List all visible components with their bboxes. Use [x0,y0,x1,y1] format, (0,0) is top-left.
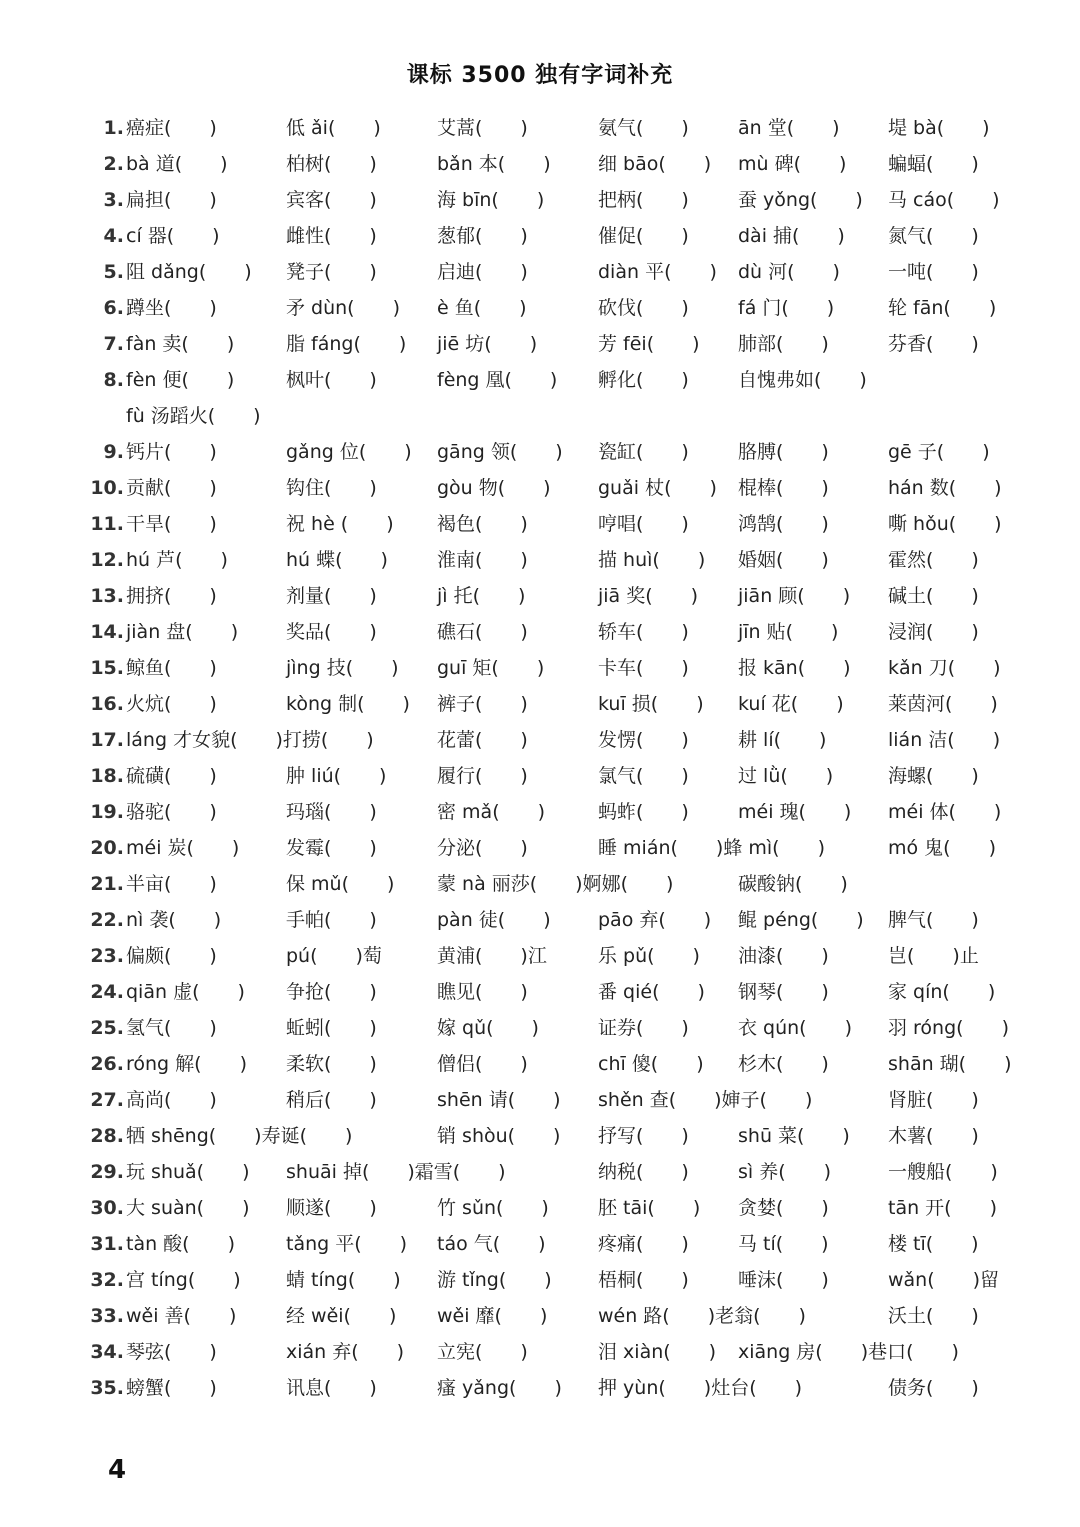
exercise-item: xián 弃( ) [286,1341,405,1363]
exercise-item: 手帕( ) [286,909,377,931]
exercise-item: 宫 tíng( ) [126,1269,241,1291]
row-number: 30. [90,1197,124,1219]
exercise-item: kòng 制( ) [286,693,410,715]
exercise-item: 过 lǜ( ) [738,765,834,787]
row-number: 3. [103,189,124,211]
exercise-item: 贪婪( ) [738,1197,829,1219]
exercise-item: 凳子( ) [286,261,377,283]
exercise-item: gǎng 位( ) [286,441,412,463]
exercise-item: 海螺( ) [888,765,979,787]
exercise-item: 骆驼( ) [126,801,217,823]
exercise-item: 瓷缸( ) [598,441,689,463]
exercise-item: 押 yùn( )灶台( ) [598,1377,803,1399]
exercise-item: kuī 损( ) [598,693,704,715]
exercise-row [0,1262,1080,1298]
exercise-item: méi 瑰( ) [738,801,852,823]
exercise-item: kuí 花( ) [738,693,844,715]
row-number: 34. [90,1341,124,1363]
exercise-item: 疼痛( ) [598,1233,689,1255]
exercise-item: jiān 顾( ) [738,585,851,607]
exercise-item: 黄浦( )江 [437,945,547,967]
exercise-item: 蜻 tíng( ) [286,1269,401,1291]
exercise-item: 经 wěi( ) [286,1305,397,1327]
row-number: 9. [103,441,124,463]
exercise-item: 浸润( ) [888,621,979,643]
exercise-item: è 鱼( ) [437,297,527,319]
exercise-item: 脂 fáng( ) [286,333,407,355]
exercise-item: guǎi 杖( ) [598,477,717,499]
exercise-item: diàn 平( ) [598,261,717,283]
exercise-row [0,110,1080,146]
exercise-item: 奖品( ) [286,621,377,643]
exercise-item: chī 傻( ) [598,1053,704,1075]
exercise-item: 鲸鱼( ) [126,657,217,679]
exercise-item: méi 炭( ) [126,837,240,859]
exercise-item: gāng 领( ) [437,441,563,463]
exercise-row [0,794,1080,830]
exercise-item: 柏树( ) [286,153,377,175]
exercise-item: 氢气( ) [126,1017,217,1039]
exercise-item: 僧侣( ) [437,1053,528,1075]
exercise-item: 火炕( ) [126,693,217,715]
row-number: 23. [90,945,124,967]
exercise-row [0,182,1080,218]
exercise-item: 马 tí( ) [738,1233,829,1255]
exercise-item: 销 shòu( ) [437,1125,561,1147]
row-number: 33. [90,1305,124,1327]
exercise-item: 楼 tī( ) [888,1233,979,1255]
exercise-row [0,1370,1080,1406]
exercise-item: fàn 卖( ) [126,333,235,355]
exercise-item: 偏颇( ) [126,945,217,967]
exercise-row [0,470,1080,506]
exercise-item: fù 汤蹈火( ) [126,405,261,427]
row-number: 19. [90,801,124,823]
exercise-item: mó 鬼( ) [888,837,996,859]
exercise-item: 证券( ) [598,1017,689,1039]
exercise-item: guī 矩( ) [437,657,545,679]
exercise-item: 稍后( ) [286,1089,377,1111]
exercise-item: 婚姻( ) [738,549,829,571]
exercise-item: tān 开( ) [888,1197,997,1219]
exercise-item: 氯气( ) [598,765,689,787]
row-number: 2. [103,153,124,175]
exercise-item: 柔软( ) [286,1053,377,1075]
exercise-item: 葱郁( ) [437,225,528,247]
exercise-row [0,1298,1080,1334]
exercise-row [0,1046,1080,1082]
exercise-item: 礁石( ) [437,621,528,643]
exercise-row [0,1154,1080,1190]
exercise-item: 睡 mián( )蜂 mì( ) [598,837,825,859]
exercise-item: 游 tǐng( ) [437,1269,552,1291]
exercise-row [0,938,1080,974]
exercise-item: 砍伐( ) [598,297,689,319]
exercise-item: 杉木( ) [738,1053,829,1075]
exercise-row [0,398,1080,434]
exercise-row [0,758,1080,794]
exercise-item: 琴弦( ) [126,1341,217,1363]
row-number: 18. [90,765,124,787]
exercise-row [0,542,1080,578]
exercise-item: lián 洁( ) [888,729,1001,751]
exercise-item: 牺 shēng( )寿诞( ) [126,1125,353,1147]
exercise-item: wěi 善( ) [126,1305,237,1327]
exercise-item: 瞧见( ) [437,981,528,1003]
row-number: 32. [90,1269,124,1291]
exercise-item: hú 芦( ) [126,549,228,571]
exercise-item: 氮气( ) [888,225,979,247]
exercise-item: 梧桐( ) [598,1269,689,1291]
row-number: 7. [103,333,124,355]
exercise-item: 干旱( ) [126,513,217,535]
exercise-item: 分泌( ) [437,837,528,859]
exercise-item: 枫叶( ) [286,369,377,391]
exercise-item: 蚂蚱( ) [598,801,689,823]
exercise-row [0,290,1080,326]
exercise-row [0,434,1080,470]
exercise-item: 鲲 péng( ) [738,909,864,931]
exercise-item: pú( )萄 [286,945,382,967]
exercise-item: qiān 虚( ) [126,981,245,1003]
exercise-item: 乐 pǔ( ) [598,945,700,967]
exercise-row [0,254,1080,290]
page-title: 课标 3500 独有字词补充 [406,63,674,88]
exercise-item: 宾客( ) [286,189,377,211]
exercise-item: tǎng 平( ) [286,1233,408,1255]
row-number: 25. [90,1017,124,1039]
row-number: 14. [90,621,124,643]
exercise-item: 脾气( ) [888,909,979,931]
row-number: 28. [90,1125,124,1147]
row-number: 16. [90,693,124,715]
exercise-item: 氨气( ) [598,117,689,139]
exercise-row [0,866,1080,902]
exercise-item: 贡献( ) [126,477,217,499]
exercise-item: 蹲坐( ) [126,297,217,319]
exercise-item: 芬香( ) [888,333,979,355]
row-number: 10. [90,477,124,499]
exercise-item: 碳酸钠( ) [738,873,848,895]
exercise-item: 羽 róng( ) [888,1017,1009,1039]
exercise-item: 淮南( ) [437,549,528,571]
exercise-row [0,506,1080,542]
row-number: 24. [90,981,124,1003]
exercise-row [0,1334,1080,1370]
exercise-item: 高尚( ) [126,1089,217,1111]
exercise-item: 嫁 qǔ( ) [437,1017,539,1039]
exercise-item: fá 门( ) [738,297,835,319]
exercise-item: wén 路( )老翁( ) [598,1305,806,1327]
exercise-item: hán 数( ) [888,477,1002,499]
exercise-item: táo 气( ) [437,1233,546,1255]
exercise-item: 拥挤( ) [126,585,217,607]
exercise-item: jiā 奖( ) [598,585,699,607]
exercise-item: 履行( ) [437,765,528,787]
exercise-item: 祝 hè ( ) [286,513,394,535]
exercise-item: 堤 bà( ) [888,117,990,139]
exercise-item: gòu 物( ) [437,477,551,499]
exercise-item: 扁担( ) [126,189,217,211]
exercise-item: jì 托( ) [437,585,526,607]
exercise-item: sì 养( ) [738,1161,832,1183]
exercise-item: 竹 sǔn( ) [437,1197,549,1219]
exercise-item: 花蕾( ) [437,729,528,751]
exercise-item: 钙片( ) [126,441,217,463]
exercise-item: shēn 请( ) [437,1089,561,1111]
exercise-item: 半亩( ) [126,873,217,895]
exercise-item: 胚 tāi( ) [598,1197,701,1219]
exercise-item: 海 bīn( ) [437,189,545,211]
exercise-item: shěn 查( )婶子( ) [598,1089,813,1111]
exercise-item: 债务( ) [888,1377,979,1399]
exercise-item: 岂( )止 [888,945,979,967]
exercise-item: kǎn 刀( ) [888,657,1001,679]
exercise-item: jiàn 盘( ) [126,621,239,643]
row-number: 13. [90,585,124,607]
exercise-item: 艾蒿( ) [437,117,528,139]
exercise-item: 争抢( ) [286,981,377,1003]
exercise-item: jìng 技( ) [286,657,399,679]
row-number: 20. [90,837,124,859]
exercise-row [0,362,1080,398]
exercise-item: 螃蟹( ) [126,1377,217,1399]
exercise-item: 启迪( ) [437,261,528,283]
exercise-item: 阻 dǎng( ) [126,261,252,283]
exercise-item: ān 堂( ) [738,117,840,139]
exercise-row [0,830,1080,866]
exercise-item: 玩 shuǎ( ) [126,1161,250,1183]
exercise-row [0,686,1080,722]
exercise-item: bà 道( ) [126,153,228,175]
exercise-item: 裤子( ) [437,693,528,715]
exercise-item: pāo 弃( ) [598,909,712,931]
row-number: 27. [90,1089,124,1111]
exercise-item: pàn 徒( ) [437,909,551,931]
exercise-row [0,614,1080,650]
exercise-row [0,722,1080,758]
exercise-row [0,578,1080,614]
row-number: 22. [90,909,124,931]
exercise-item: 大 suàn( ) [126,1197,250,1219]
exercise-item: 轮 fān( ) [888,297,997,319]
exercise-item: 耕 lí( ) [738,729,827,751]
exercise-item: 衣 qún( ) [738,1017,853,1039]
row-number: 1. [103,117,124,139]
exercise-item: 番 qié( ) [598,981,705,1003]
exercise-item: dài 捕( ) [738,225,845,247]
exercise-item: 抒写( ) [598,1125,689,1147]
exercise-item: 蚕 yǒng( ) [738,189,863,211]
exercise-row [0,146,1080,182]
exercise-item: 描 huì( ) [598,549,706,571]
exercise-row [0,1082,1080,1118]
exercise-item: 莱茵河( ) [888,693,998,715]
exercise-item: 报 kān( ) [738,657,851,679]
exercise-item: shū 菜( ) [738,1125,850,1147]
exercise-item: 孵化( ) [598,369,689,391]
exercise-item: shān 瑚( ) [888,1053,1012,1075]
row-number: 15. [90,657,124,679]
exercise-item: 蚯蚓( ) [286,1017,377,1039]
exercise-item: fèn 便( ) [126,369,235,391]
exercise-item: 哼唱( ) [598,513,689,535]
exercise-item: 褐色( ) [437,513,528,535]
exercise-item: láng 才女貌( )打捞( ) [126,729,374,751]
row-number: 31. [90,1233,124,1255]
row-number: 17. [90,729,124,751]
exercise-item: 马 cáo( ) [888,189,1000,211]
row-number: 5. [103,261,124,283]
exercise-item: méi 体( ) [888,801,1002,823]
exercise-item: 催促( ) [598,225,689,247]
row-number: 35. [90,1377,124,1399]
exercise-row [0,1118,1080,1154]
exercise-item: 密 mǎ( ) [437,801,546,823]
row-number: 6. [103,297,124,319]
exercise-item: 钢琴( ) [738,981,829,1003]
exercise-item: wǎn( )留 [888,1269,1000,1291]
exercise-item: 沃土( ) [888,1305,979,1327]
page-number: 4 [108,1455,127,1485]
row-number: 11. [90,513,124,535]
exercise-item: 立宪( ) [437,1341,528,1363]
exercise-item: wěi 靡( ) [437,1305,548,1327]
exercise-item: 剂量( ) [286,585,377,607]
row-number: 4. [103,225,124,247]
row-number: 21. [90,873,124,895]
exercise-item: 瘙 yǎng( ) [437,1377,562,1399]
exercise-item: 雌性( ) [286,225,377,247]
exercise-row [0,218,1080,254]
exercise-item: 癌症( ) [126,117,217,139]
exercise-item: 肺部( ) [738,333,829,355]
exercise-item: 蒙 nà 丽莎( )婀娜( ) [437,873,674,895]
exercise-item: 碱土( ) [888,585,979,607]
exercise-item: 一艘船( ) [888,1161,998,1183]
exercise-item: 发愣( ) [598,729,689,751]
exercise-row [0,1226,1080,1262]
exercise-item: bǎn 本( ) [437,153,551,175]
exercise-item: 肾脏( ) [888,1089,979,1111]
exercise-item: jīn 贴( ) [738,621,839,643]
exercise-item: gē 子( ) [888,441,990,463]
exercise-item: 泪 xiàn( ) [598,1341,717,1363]
exercise-item: 卡车( ) [598,657,689,679]
exercise-item: 轿车( ) [598,621,689,643]
exercise-item: 把柄( ) [598,189,689,211]
exercise-item: tàn 酸( ) [126,1233,235,1255]
exercise-item: 一吨( ) [888,261,979,283]
exercise-item: 唾沫( ) [738,1269,829,1291]
exercise-item: 肿 liú( ) [286,765,387,787]
exercise-item: 芳 fēi( ) [598,333,700,355]
exercise-item: 嘶 hǒu( ) [888,513,1002,535]
exercise-item: 矛 dùn( ) [286,297,401,319]
exercise-item: cí 器( ) [126,225,220,247]
exercise-item: 自愧弗如( ) [738,369,867,391]
exercise-item: 胳膊( ) [738,441,829,463]
exercise-item: dù 河( ) [738,261,840,283]
exercise-item: 钩住( ) [286,477,377,499]
exercise-item: 油漆( ) [738,945,829,967]
exercise-item: xiāng 房( )巷口( ) [738,1341,959,1363]
exercise-item: shuāi 掉( )霜雪( ) [286,1161,506,1183]
exercise-row [0,1190,1080,1226]
exercise-item: 木薯( ) [888,1125,979,1147]
exercise-row [0,902,1080,938]
exercise-item: nì 袭( ) [126,909,222,931]
exercise-row [0,1010,1080,1046]
exercise-item: 发霉( ) [286,837,377,859]
exercise-item: 讯息( ) [286,1377,377,1399]
exercise-item: 纳税( ) [598,1161,689,1183]
row-number: 12. [90,549,124,571]
exercise-item: 霍然( ) [888,549,979,571]
exercise-item: 蝙蝠( ) [888,153,979,175]
exercise-item: 鸿鹄( ) [738,513,829,535]
exercise-item: fèng 凰( ) [437,369,558,391]
exercise-item: róng 解( ) [126,1053,247,1075]
exercise-item: 顺遂( ) [286,1197,377,1219]
exercise-item: 玛瑙( ) [286,801,377,823]
exercise-item: 细 bāo( ) [598,153,712,175]
exercise-item: 低 ǎi( ) [286,117,381,139]
exercise-row [0,326,1080,362]
exercise-item: 棍棒( ) [738,477,829,499]
row-number: 8. [103,369,124,391]
exercise-row [0,650,1080,686]
exercise-item: jiē 坊( ) [437,333,538,355]
exercise-item: mù 碑( ) [738,153,847,175]
row-number: 26. [90,1053,124,1075]
exercise-row [0,974,1080,1010]
exercise-item: hú 蝶( ) [286,549,388,571]
exercise-item: 保 mǔ( ) [286,873,395,895]
row-number: 29. [90,1161,124,1183]
exercise-item: 家 qín( ) [888,981,996,1003]
exercise-item: 硫磺( ) [126,765,217,787]
